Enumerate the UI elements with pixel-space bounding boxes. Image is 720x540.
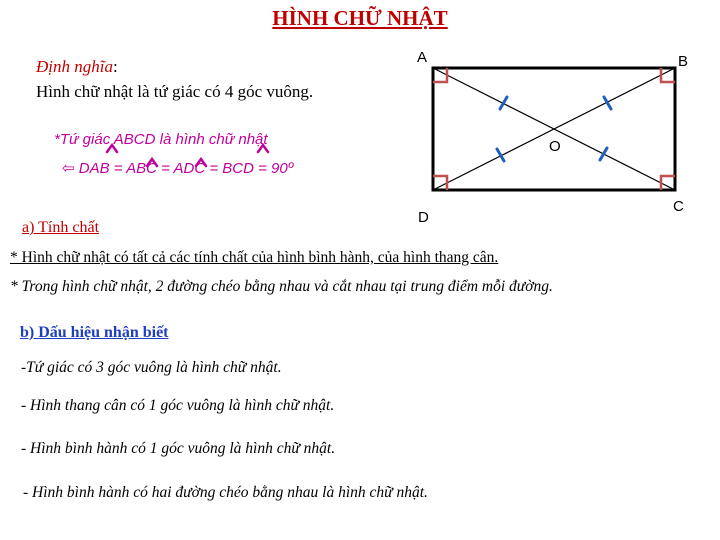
right-angle-icon [661, 176, 675, 190]
section-a-heading: a) Tính chất [22, 219, 100, 236]
angle-hat-icon [147, 159, 157, 166]
point-label-a: A [417, 49, 428, 66]
point-label-c: C [673, 198, 684, 215]
right-angle-icon [433, 68, 447, 82]
section-b-heading: b) Dấu hiệu nhận biết [20, 324, 169, 341]
note-line-1: *Tứ giác ABCD là hình chữ nhật [54, 131, 268, 148]
right-angle-icon [433, 176, 447, 190]
tick-icon [600, 148, 607, 160]
point-label-d: D [418, 209, 429, 226]
point-label-b: B [678, 53, 689, 70]
property-2: * Trong hình chữ nhật, 2 đường chéo bằng nhau và cắt nhau tại trung điểm mỗi đường. [10, 278, 553, 295]
right-angle-icon [661, 68, 675, 82]
angle-hat-icon [258, 145, 268, 152]
sign-item-4: - Hình bình hành có hai đường chéo bằng nhau là hình chữ nhật. [23, 484, 428, 501]
angle-hat-icon [107, 145, 117, 152]
sign-item-3: - Hình bình hành có 1 góc vuông là hình chữ nhật. [21, 440, 336, 457]
sign-item-1: -Tứ giác có 3 góc vuông là hình chữ nhật. [21, 359, 282, 376]
arrow-icon: ⇦ [62, 160, 75, 177]
tick-icon [500, 97, 507, 109]
property-1: * Hình chữ nhật có tất cả các tính chất của hình bình hành, của hình thang cân. [10, 249, 499, 266]
definition-term: Định nghĩa [36, 57, 113, 76]
point-label-o: O [549, 138, 561, 155]
page-title: HÌNH CHỮ NHẬT [272, 6, 448, 30]
note-angle-equation: DAB = ABC = ADC = BCD = 90º [78, 160, 294, 177]
sign-item-2: - Hình thang cân có 1 góc vuông là hình chữ nhật. [21, 397, 335, 414]
definition-colon: : [112, 57, 118, 76]
angle-hat-icon [196, 159, 206, 166]
definition-text: Hình chữ nhật là tứ giác có 4 góc vuông. [36, 82, 314, 101]
